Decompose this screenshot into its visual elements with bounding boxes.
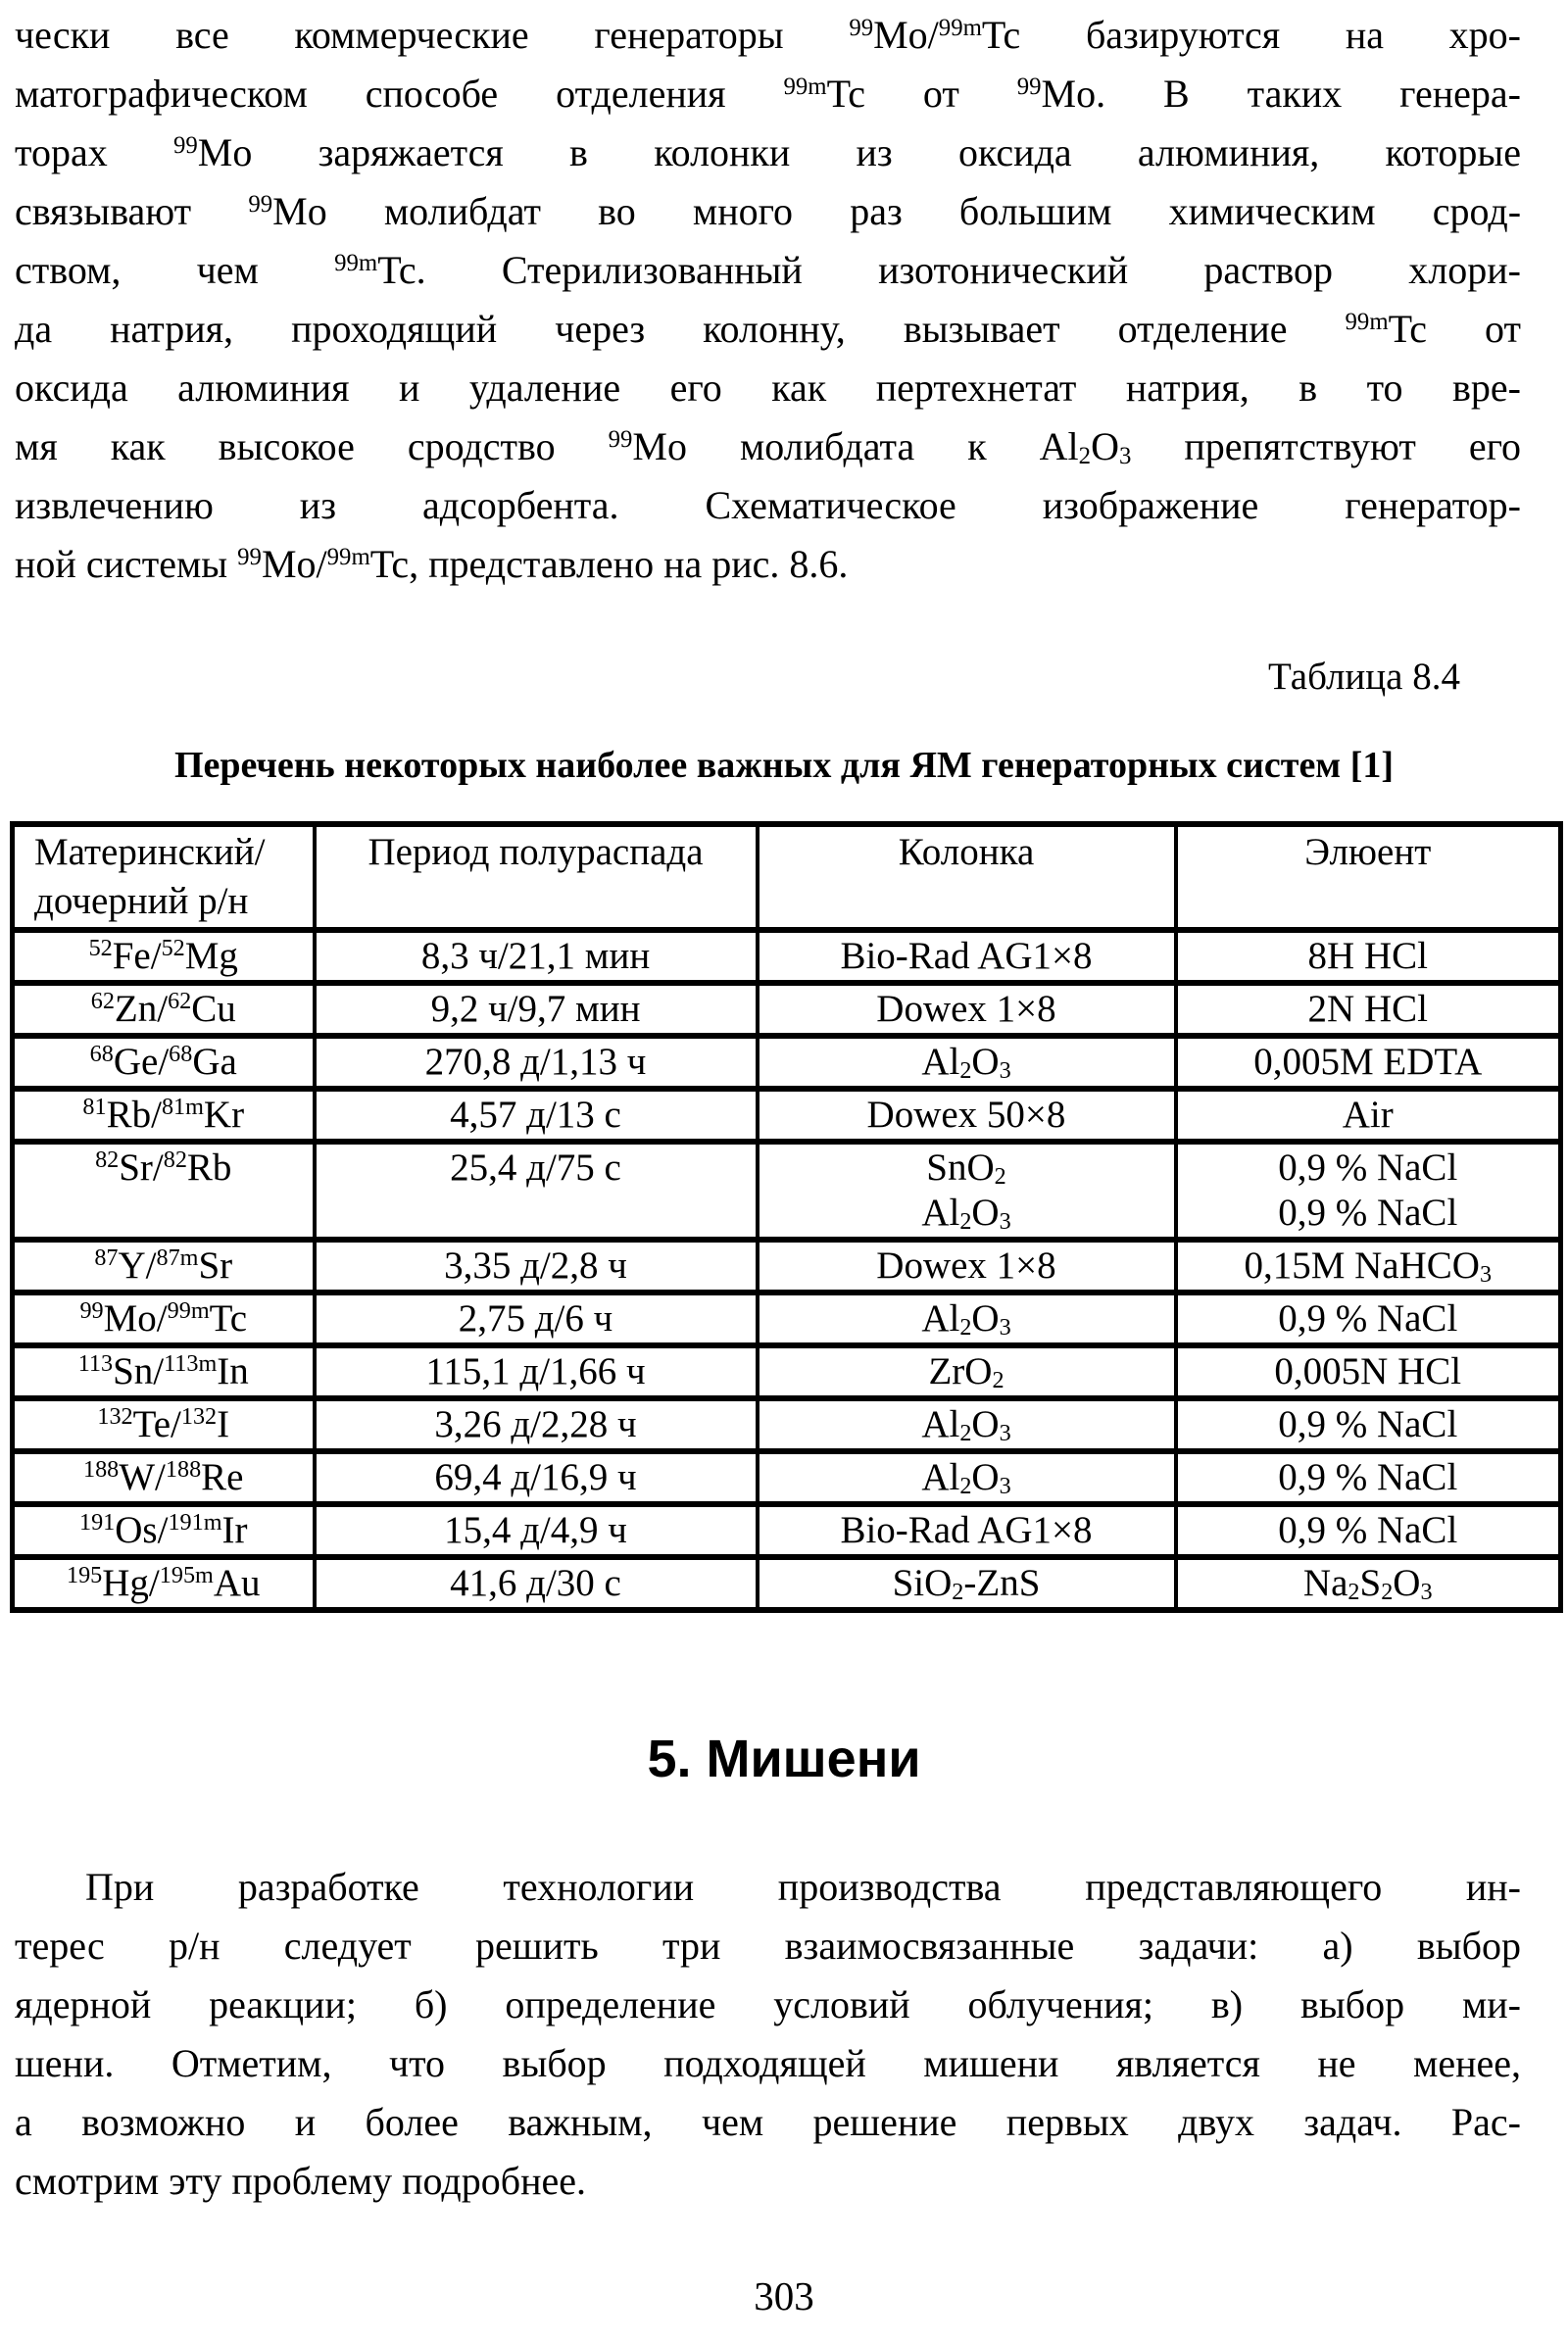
cell-line: Al2O3 — [921, 1192, 1011, 1236]
cell-line: 270,8 д/1,13 ч — [424, 1041, 647, 1083]
table-cell-parent_daughter — [13, 1504, 315, 1557]
table-cell-eluent — [1176, 1451, 1561, 1504]
cell-line: Na2S2O3 — [1302, 1562, 1433, 1606]
superscript: 62 — [90, 988, 115, 1015]
table-cell-half_life — [315, 1142, 758, 1240]
text-line: ством, чем $^{99m}$Tc. Стерилизованный изотонический раствор хлори- — [15, 248, 1521, 292]
subscript: 2 — [959, 1473, 972, 1500]
subscript: 2 — [959, 1420, 972, 1447]
table-row — [13, 1345, 1561, 1398]
superscript: 99 — [237, 544, 262, 571]
subscript: 2 — [994, 1163, 1006, 1191]
cell-line: 0,9 % NaCl — [1278, 1297, 1458, 1340]
cell-line: 2,75 д/6 ч — [458, 1297, 613, 1340]
table-cell-half_life — [315, 1240, 758, 1293]
page-number: 303 — [754, 2273, 814, 2318]
table-row — [13, 1240, 1561, 1293]
text-line: оксида алюминия и удаление его как пертехнетат натрия, в то вре- — [15, 366, 1521, 410]
superscript: 99m — [326, 544, 370, 571]
paragraph-intro — [15, 0, 1521, 594]
table-cell-eluent — [1176, 1089, 1561, 1142]
table-row — [13, 983, 1561, 1036]
cell-line: 0,15M NaHCO3 — [1244, 1244, 1493, 1289]
superscript: 81 — [82, 1094, 107, 1121]
cell-line: Al2O3 — [921, 1297, 1011, 1342]
superscript: 99m — [1345, 309, 1389, 336]
table-cell-eluent — [1176, 1504, 1561, 1557]
superscript: 99 — [608, 426, 633, 454]
superscript: 82 — [95, 1147, 120, 1174]
subscript: 3 — [999, 1314, 1011, 1342]
cell-line: 25,4 д/75 с — [450, 1147, 621, 1189]
cell-line: $^{87}$Y/$^{87m}$Sr — [94, 1244, 233, 1287]
superscript: 191m — [168, 1509, 222, 1537]
table-cell-column — [758, 983, 1176, 1036]
superscript: 99m — [783, 73, 827, 101]
subscript: 3 — [999, 1208, 1011, 1236]
cell-line: $^{188}$W/$^{188}$Re — [82, 1456, 244, 1498]
subscript: 2 — [992, 1367, 1004, 1394]
cell-line: 3,35 д/2,8 ч — [444, 1244, 627, 1287]
table-cell-half_life — [315, 1089, 758, 1142]
cell-line: 0,9 % NaCl — [1278, 1456, 1458, 1498]
subscript: 3 — [999, 1057, 1011, 1085]
text-line: а возможно и более важным, чем решение первых двух задач. Рас- — [15, 2100, 1521, 2144]
superscript: 195m — [159, 1562, 214, 1589]
cell-line: $^{99}$Mo/$^{99m}$Tc — [79, 1297, 248, 1340]
text-line: ной системы $^{99}$Mo/$^{99m}$Tc, представлено на рис. 8.6. — [15, 542, 849, 586]
table-cell-parent_daughter — [13, 930, 315, 983]
cell-line: 9,2 ч/9,7 мин — [430, 988, 641, 1030]
superscript: 99 — [849, 15, 874, 42]
cell-line: Al2O3 — [921, 1456, 1011, 1500]
subscript: 3 — [999, 1420, 1011, 1447]
section-heading: 5. Мишени — [647, 1730, 921, 1788]
table-cell-column — [758, 1036, 1176, 1089]
header-line: Материнский/ — [34, 831, 266, 873]
cell-line: Al2O3 — [921, 1041, 1011, 1085]
subscript: 2 — [959, 1208, 972, 1236]
cell-line: 15,4 д/4,9 ч — [444, 1509, 627, 1551]
cell-line: 115,1 д/1,66 ч — [425, 1350, 646, 1392]
table-cell-parent_daughter — [13, 1557, 315, 1610]
cell-line: $^{132}$Te/$^{132}$I — [97, 1403, 230, 1445]
header-line: Период полураспада — [368, 831, 704, 873]
cell-line: 0,9 % NaCl — [1278, 1147, 1458, 1189]
cell-line: $^{195}$Hg/$^{195m}$Au — [67, 1562, 261, 1604]
superscript: 99m — [938, 15, 982, 42]
table-cell-half_life — [315, 1398, 758, 1451]
table-cell-eluent — [1176, 1240, 1561, 1293]
text-line: извлечению из адсорбента. Схематическое изображение генератор- — [15, 483, 1521, 527]
superscript: 52 — [161, 935, 185, 962]
superscript: 81m — [161, 1094, 204, 1121]
cell-line: Al2O3 — [921, 1403, 1011, 1447]
table-row — [13, 1398, 1561, 1451]
table-cell-eluent — [1176, 930, 1561, 983]
table-cell-column — [758, 1504, 1176, 1557]
cell-line: ZrO2 — [928, 1350, 1004, 1394]
table-cell-column — [758, 1293, 1176, 1345]
cell-line: $^{191}$Os/$^{191m}$Ir — [79, 1509, 248, 1551]
subscript: 2 — [1348, 1579, 1360, 1606]
superscript: 99 — [1016, 73, 1042, 101]
cell-line: $^{113}$Sn/$^{113m}$In — [77, 1350, 249, 1392]
subscript: 2 — [959, 1057, 972, 1085]
table-cell-parent_daughter — [13, 1142, 315, 1240]
subscript: 2 — [952, 1579, 964, 1606]
superscript: 188 — [82, 1456, 120, 1484]
table-header-cell — [1176, 824, 1561, 930]
table-cell-half_life — [315, 930, 758, 983]
superscript: 113 — [77, 1350, 114, 1378]
cell-line: $^{82}$Sr/$^{82}$Rb — [95, 1147, 232, 1189]
table-cell-parent_daughter — [13, 983, 315, 1036]
table-cell-half_life — [315, 1036, 758, 1089]
subscript: 2 — [1078, 443, 1092, 470]
superscript: 191 — [79, 1509, 116, 1537]
superscript: 188 — [165, 1456, 202, 1484]
table-row — [13, 1557, 1561, 1610]
table-cell-parent_daughter — [13, 1345, 315, 1398]
text-line: шени. Отметим, что выбор подходящей мишени является не менее, — [15, 2041, 1521, 2085]
text-line: смотрим эту проблему подробнее. — [15, 2159, 587, 2203]
superscript: 52 — [88, 935, 113, 962]
superscript: 99 — [172, 132, 198, 160]
cell-line: 3,26 д/2,28 ч — [434, 1403, 637, 1445]
table-header-cell — [758, 824, 1176, 930]
cell-line: 41,6 д/30 с — [450, 1562, 621, 1604]
header-line: Элюент — [1304, 831, 1432, 873]
table-cell-parent_daughter — [13, 1036, 315, 1089]
superscript: 87m — [156, 1244, 199, 1272]
cell-line: Dowex 1×8 — [876, 1244, 1056, 1287]
cell-line: Dowex 1×8 — [876, 988, 1056, 1030]
superscript: 62 — [168, 988, 192, 1015]
table-cell-parent_daughter — [13, 1293, 315, 1345]
cell-line: 0,9 % NaCl — [1278, 1403, 1458, 1445]
cell-line: 2N HCl — [1307, 988, 1428, 1030]
table-cell-parent_daughter — [13, 1089, 315, 1142]
superscript: 68 — [89, 1041, 114, 1068]
cell-line: 69,4 д/16,9 ч — [434, 1456, 637, 1498]
table-cell-column — [758, 1240, 1176, 1293]
subscript: 3 — [1118, 443, 1132, 470]
text-line: торах $^{99}$Mo заряжается в колонки из оксида алюминия, которые — [15, 130, 1521, 174]
text-line: мя как высокое сродство $^{99}$Mo молибдата к Al2O3 препятствуют его — [15, 424, 1522, 470]
table-row — [13, 1036, 1561, 1089]
generator-systems-table — [10, 821, 1563, 1613]
cell-line: 4,57 д/13 с — [450, 1094, 621, 1136]
superscript: 113m — [164, 1350, 218, 1378]
cell-line: $^{81}$Rb/$^{81m}$Kr — [82, 1094, 245, 1136]
text-line: При разработке технологии производства представляющего ин- — [85, 1865, 1521, 1909]
table-cell-eluent — [1176, 1293, 1561, 1345]
table-cell-half_life — [315, 1504, 758, 1557]
table-cell-eluent — [1176, 1345, 1561, 1398]
superscript: 99m — [167, 1297, 210, 1325]
table-cell-column — [758, 1451, 1176, 1504]
table-cell-half_life — [315, 1451, 758, 1504]
cell-line: SiO2-ZnS — [892, 1562, 1041, 1606]
table-row — [13, 1142, 1561, 1240]
header-line: дочерний р/н — [34, 880, 249, 922]
superscript: 99m — [334, 250, 378, 277]
cell-line: Bio-Rad AG1×8 — [840, 935, 1093, 977]
superscript: 99 — [248, 191, 273, 219]
cell-line: 8H HCl — [1307, 935, 1428, 977]
paragraph-targets — [15, 1858, 1521, 2211]
cell-line: Air — [1342, 1094, 1394, 1136]
table-cell-column — [758, 1398, 1176, 1451]
cell-line: 0,005N HCl — [1274, 1350, 1462, 1392]
table-cell-eluent — [1176, 1557, 1561, 1610]
header-line: Колонка — [898, 831, 1035, 873]
table-row — [13, 1504, 1561, 1557]
table-cell-half_life — [315, 1345, 758, 1398]
table-cell-column — [758, 1089, 1176, 1142]
table-cell-column — [758, 1345, 1176, 1398]
text-line: связывают $^{99}$Mo молибдат во много раз большим химическим срод- — [15, 189, 1522, 233]
subscript: 3 — [999, 1473, 1011, 1500]
superscript: 82 — [163, 1147, 187, 1174]
table-row — [13, 1089, 1561, 1142]
superscript: 132 — [180, 1403, 218, 1431]
table-cell-parent_daughter — [13, 1451, 315, 1504]
table-cell-eluent — [1176, 983, 1561, 1036]
table-row — [13, 930, 1561, 983]
cell-line: Bio-Rad AG1×8 — [840, 1509, 1093, 1551]
subscript: 2 — [1381, 1579, 1394, 1606]
cell-line: 0,9 % NaCl — [1278, 1192, 1458, 1234]
subscript: 3 — [1479, 1261, 1493, 1289]
table-number-label: Таблица 8.4 — [1267, 656, 1460, 698]
table-cell-eluent — [1176, 1398, 1561, 1451]
text-line: терес р/н следует решить три взаимосвязанные задачи: а) выбор — [15, 1924, 1521, 1968]
subscript: 2 — [959, 1314, 972, 1342]
table-caption: Перечень некоторых наиболее важных для ЯМ генераторных систем [1] — [173, 745, 1395, 786]
table-row — [13, 1451, 1561, 1504]
cell-line: SnO2 — [926, 1147, 1006, 1191]
cell-line: $^{68}$Ge/$^{68}$Ga — [89, 1041, 237, 1083]
cell-line: 0,9 % NaCl — [1278, 1509, 1458, 1551]
table-header-cell — [315, 824, 758, 930]
text-line: чески все коммерческие генераторы $^{99}$Mo/$^{99m}$Tc базируются на хро- — [15, 13, 1521, 57]
table-cell-column — [758, 1142, 1176, 1240]
text-line: да натрия, проходящий через колонну, вызывает отделение $^{99m}$Tc от — [15, 307, 1521, 351]
superscript: 132 — [97, 1403, 133, 1431]
table-cell-eluent — [1176, 1142, 1561, 1240]
superscript: 87 — [94, 1244, 119, 1272]
table-cell-half_life — [315, 983, 758, 1036]
cell-line: 8,3 ч/21,1 мин — [420, 935, 651, 977]
table-row — [13, 1293, 1561, 1345]
subscript: 3 — [1420, 1579, 1433, 1606]
table-cell-half_life — [315, 1293, 758, 1345]
table-header-cell — [13, 824, 315, 930]
cell-line: Dowex 50×8 — [866, 1094, 1066, 1136]
table-cell-column — [758, 930, 1176, 983]
text-line: ядерной реакции; б) определение условий облучения; в) выбор ми- — [15, 1982, 1521, 2026]
table-cell-half_life — [315, 1557, 758, 1610]
table-cell-parent_daughter — [13, 1398, 315, 1451]
table-cell-column — [758, 1557, 1176, 1610]
table-header-row — [13, 824, 1561, 930]
cell-line: $^{52}$Fe/$^{52}$Mg — [88, 935, 238, 977]
text-line: матографическом способе отделения $^{99m}$Tc от $^{99}$Mo. В таких генера- — [15, 72, 1521, 116]
superscript: 68 — [169, 1041, 193, 1068]
table-cell-parent_daughter — [13, 1240, 315, 1293]
superscript: 99 — [79, 1297, 104, 1325]
table-cell-eluent — [1176, 1036, 1561, 1089]
cell-line: $^{62}$Zn/$^{62}$Cu — [90, 988, 236, 1030]
superscript: 195 — [67, 1562, 103, 1589]
cell-line: 0,005M EDTA — [1253, 1041, 1483, 1083]
